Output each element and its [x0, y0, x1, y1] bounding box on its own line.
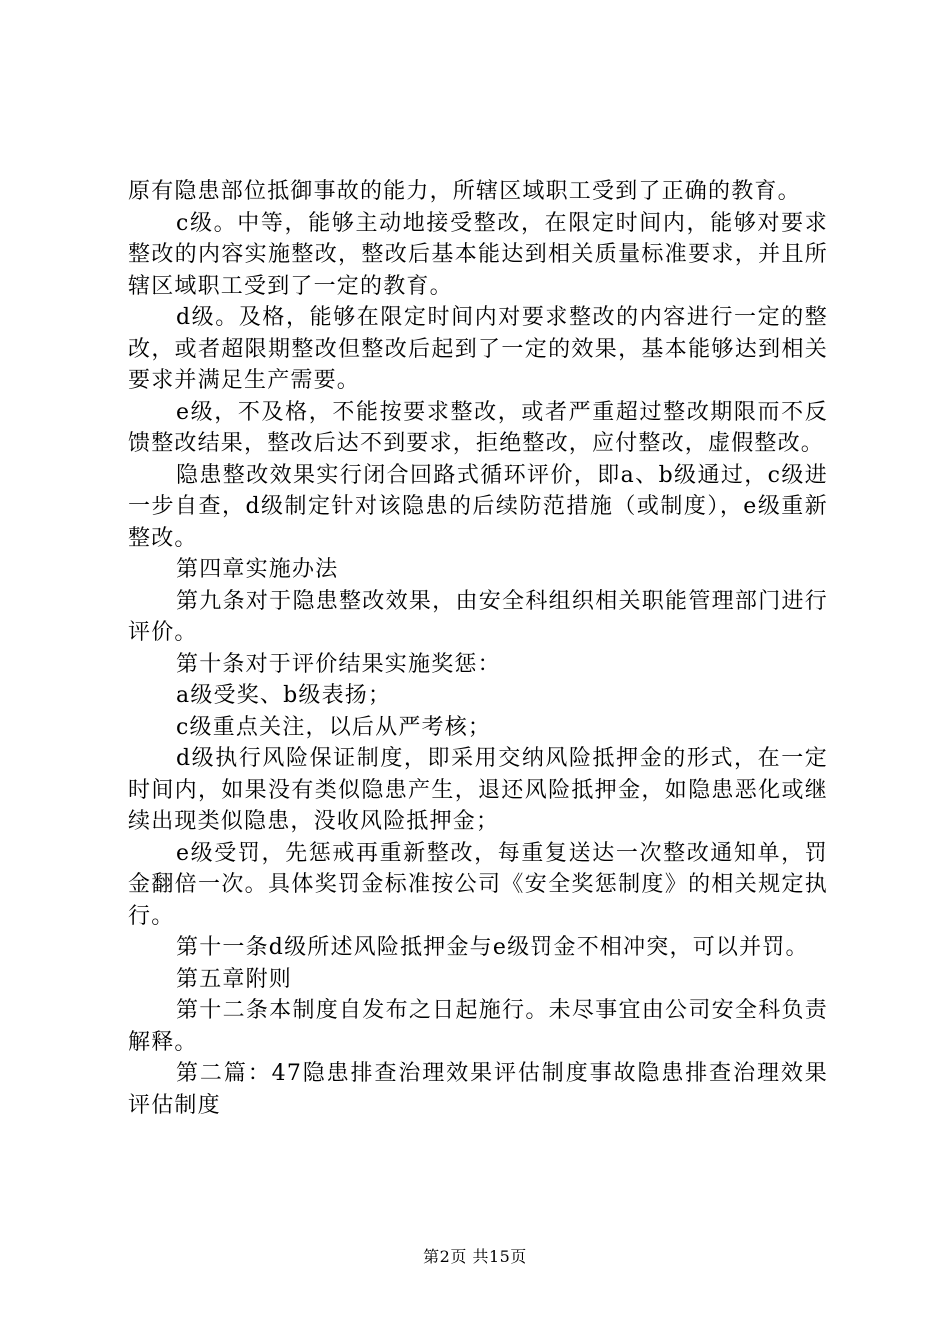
paragraph: 第二篇：47隐患排查治理效果评估制度事故隐患排查治理效果评估制度 — [128, 1061, 828, 1118]
document-body — [128, 176, 828, 1121]
paragraph: 原有隐患部位抵御事故的能力，所辖区域职工受到了正确的教育。 — [128, 179, 801, 204]
paragraph: a级受奖、b级表扬； — [176, 683, 392, 708]
paragraph: 第十二条本制度自发布之日起施行。未尽事宜由公司安全科负责解释。 — [128, 998, 828, 1055]
paragraph: 第十一条d级所述风险抵押金与e级罚金不相冲突，可以并罚。 — [176, 935, 809, 960]
paragraph: e级，不及格，不能按要求整改，或者严重超过整改期限而不反馈整改结果，整改后达不到要求，拒绝整改，应付整改，虚假整改。 — [128, 399, 828, 456]
paragraph: d级执行风险保证制度，即采用交纳风险抵押金的形式，在一定时间内，如果没有类似隐患产生，退还风险抵押金，如隐患恶化或继续出现类似隐患，没收风险抵押金； — [128, 746, 828, 834]
paragraph: d级。及格，能够在限定时间内对要求整改的内容进行一定的整改，或者超限期整改但整改后起到了一定的效果，基本能够达到相关要求并满足生产需要。 — [128, 305, 828, 393]
paragraph: c级重点关注，以后从严考核； — [176, 714, 492, 740]
paragraph: 第五章附则 — [176, 966, 293, 992]
paragraph: 第十条对于评价结果实施奖惩： — [176, 651, 501, 677]
paragraph: 隐患整改效果实行闭合回路式循环评价，即a、b级通过，c级进一步自查，d级制定针对该隐患的后续防范措施（或制度），e级重新整改。 — [128, 462, 828, 551]
page-footer — [0, 1244, 950, 1267]
page-number: 第2页 共15页 — [423, 1247, 527, 1266]
paragraph: 第四章实施办法 — [176, 557, 339, 582]
paragraph: c级。中等，能够主动地接受整改，在限定时间内，能够对要求整改的内容实施整改，整改后基本能达到相关质量标准要求，并且所辖区域职工受到了一定的教育。 — [128, 210, 828, 299]
paragraph: e级受罚，先惩戒再重新整改，每重复送达一次整改通知单，罚金翻倍一次。具体奖罚金标准按公司《安全奖惩制度》的相关规定执行。 — [128, 840, 828, 929]
paragraph: 第九条对于隐患整改效果，由安全科组织相关职能管理部门进行评价。 — [128, 588, 828, 645]
